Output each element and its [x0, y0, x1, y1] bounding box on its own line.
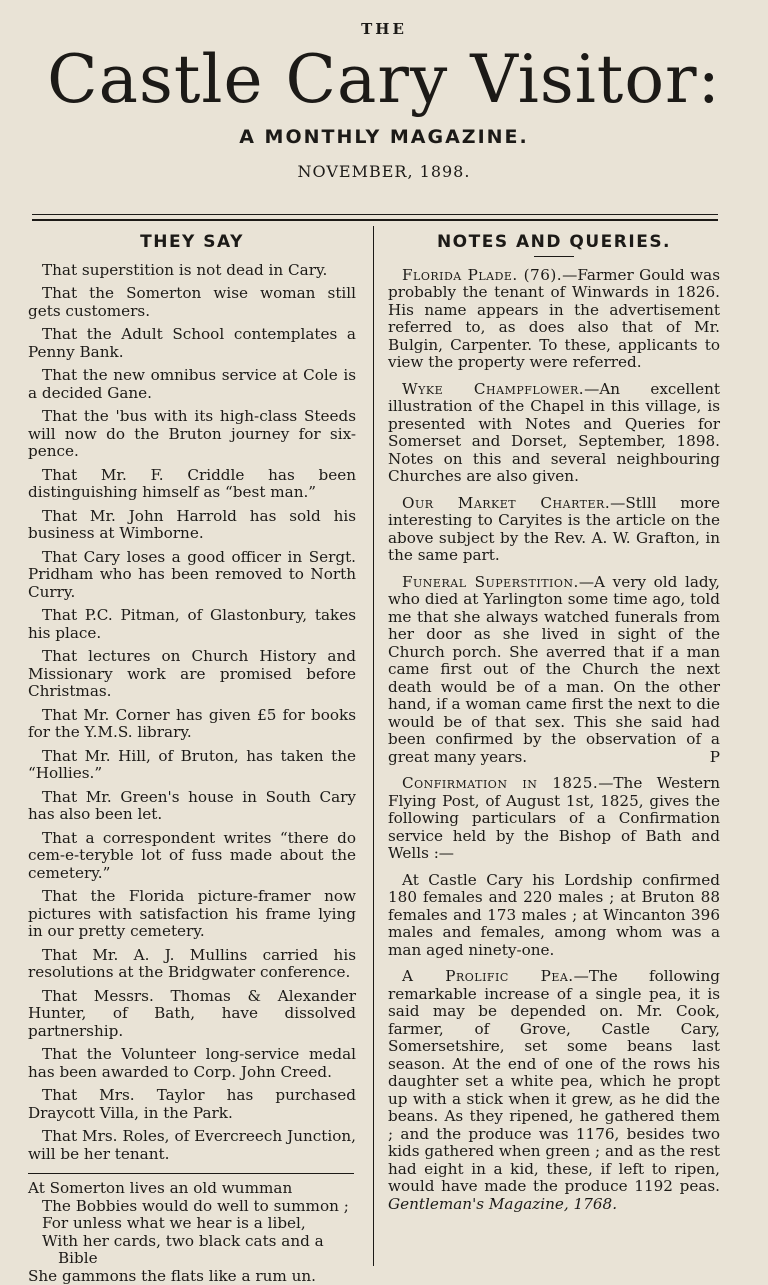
poem-line: The Bobbies would do well to summon ; — [28, 1198, 356, 1216]
note-signature: P — [696, 749, 720, 767]
somerton-poem — [28, 1180, 356, 1285]
they-say-item: That Messrs. Thomas & Alexander Hunter, of Bath, have dissolved partnership. — [28, 988, 356, 1041]
note-body: At Castle Cary his Lordship confirmed 180 females and 220 males ; at Bruton 88 females and 173 males ; at Wincanton 396 males and females, among whom was a man aged ninety-one. — [388, 871, 720, 959]
note-title: Funeral Superstition. — [402, 573, 579, 591]
note-body: —The Western Flying Post, of August 1st, 1825, gives the following particulars of a Confirmation service held by the Bishop of Bath and Wells :— — [388, 774, 720, 862]
they-say-item: That Mrs. Roles, of Evercreech Junction, will be her tenant. — [28, 1128, 356, 1163]
note-title: Wyke Champflower. — [402, 380, 584, 398]
they-say-item: That Mr. Corner has given £5 for books for the Y.M.S. library. — [28, 707, 356, 742]
note-body: —Farmer Gould was probably the tenant of Winwards in 1826. His name appears in the advertisement referred to, as does also that of Mr. Bulgin, Carpenter. To these, applicants to view the property were referred. — [388, 266, 720, 372]
header-rule — [32, 214, 718, 215]
they-say-item: That Cary loses a good officer in Sergt. Pridham who has been removed to North Curry. — [28, 549, 356, 602]
they-say-item: That the Somerton wise woman still gets customers. — [28, 285, 356, 320]
they-say-item: That Mr. Green's house in South Cary has also been let. — [28, 789, 356, 824]
magazine-title: Castle Cary Visitor: — [0, 40, 768, 120]
note-body: —An excellent illustration of the Chapel in this village, is presented with Notes and Queries for Somerset and Dorset, September, 1898. Notes on this and several neighbouring Churches are also given. — [388, 380, 720, 486]
they-say-item: That Mr. F. Criddle has been distinguishing himself as “best man.” — [28, 467, 356, 502]
note-body: —A very old lady, who died at Yarlington some time ago, told me that she always watched funerals from her door as she lived in sight of the Church porch. She averred that if a man came first out of the Church the next death would be of a man. On the other hand, if a woman came first the next to die would be of that sex. This she said had been confirmed by the observation of a great many years. — [388, 573, 720, 766]
note-source: Gentleman's Magazine, 1768. — [388, 1195, 617, 1213]
poem-line: With her cards, two black cats and a — [28, 1233, 356, 1251]
poem-divider — [28, 1173, 354, 1174]
note-body: —The following remarkable increase of a single pea, it is said may be depended on. Mr. Cook, farmer, of Grove, Castle Cary, Somersetshire, set some beans last season. At the end of one of the rows his daughter set a white pea, which he propt up with a stick when it grew, as he did the beans. As they ripened, he gathered them ; and the produce was 1176, besides two kids gathered when green ; and as the rest had eight in a kid, these, if left to ripen, would have made the produce 1192 peas. — [388, 967, 720, 1195]
issue-date: NOVEMBER, 1898. — [0, 162, 768, 181]
poem-line: For unless what we hear is a libel, — [28, 1215, 356, 1233]
masthead-the: THE — [0, 20, 768, 38]
they-say-item: That Mr. John Harrold has sold his business at Wimborne. — [28, 508, 356, 543]
they-say-item: That superstition is not dead in Cary. — [28, 262, 356, 280]
column-divider — [373, 226, 374, 1266]
notes-queries-column — [388, 228, 720, 1222]
heading-underline — [534, 256, 574, 257]
note-title: A Prolific Pea. — [402, 967, 574, 985]
note-entry — [388, 574, 720, 767]
note-entry — [388, 872, 720, 960]
poem-line: Bible — [28, 1250, 356, 1268]
they-say-item: That Mrs. Taylor has purchased Draycott Villa, in the Park. — [28, 1087, 356, 1122]
note-entry — [388, 267, 720, 372]
note-body: —Stlll more interesting to Caryites is the article on the above subject by the Rev. A. W. Grafton, in the same part. — [388, 494, 720, 565]
they-say-item: That lectures on Church History and Missionary work are promised before Christmas. — [28, 648, 356, 701]
they-say-item: That the Adult School contemplates a Penny Bank. — [28, 326, 356, 361]
magazine-subtitle: A MONTHLY MAGAZINE. — [0, 126, 768, 148]
note-title: Our Market Charter. — [402, 494, 610, 512]
they-say-item: That the Volunteer long-service medal has been awarded to Corp. John Creed. — [28, 1046, 356, 1081]
they-say-item: That the 'bus with its high-class Steeds will now do the Bruton journey for six-pence. — [28, 408, 356, 461]
poem-line: She gammons the flats like a rum un. — [28, 1268, 356, 1285]
they-say-item: That the new omnibus service at Cole is a decided Gane. — [28, 367, 356, 402]
note-entry — [388, 968, 720, 1213]
poem-line: At Somerton lives an old wumman — [28, 1180, 356, 1198]
note-title: Florida Plade. (76). — [402, 266, 562, 284]
they-say-item: That P.C. Pitman, of Glastonbury, takes his place. — [28, 607, 356, 642]
they-say-item: That the Florida picture-framer now pictures with satisfaction his frame lying in our pretty cemetery. — [28, 888, 356, 941]
note-entry — [388, 495, 720, 565]
they-say-item: That Mr. A. J. Mullins carried his resolutions at the Bridgwater conference. — [28, 947, 356, 982]
notes-queries-heading: NOTES AND QUERIES. — [388, 234, 720, 252]
note-entry — [388, 775, 720, 863]
they-say-column — [28, 228, 356, 1285]
note-entry — [388, 381, 720, 486]
they-say-heading: THEY SAY — [28, 234, 356, 252]
note-title: Confirmation in 1825. — [402, 774, 598, 792]
header-rule-thick — [32, 219, 718, 221]
masthead — [0, 20, 768, 181]
they-say-item: That a correspondent writes “there do cem-e-teryble lot of fuss made about the cemetery.” — [28, 830, 356, 883]
they-say-item: That Mr. Hill, of Bruton, has taken the “Hollies.” — [28, 748, 356, 783]
